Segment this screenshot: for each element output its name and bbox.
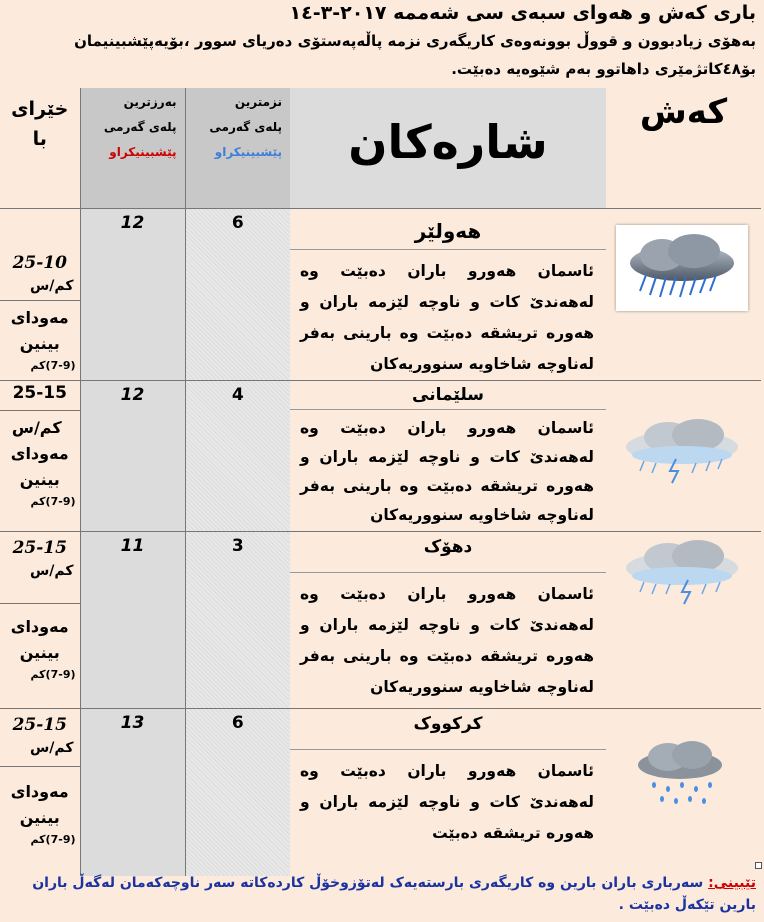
- weather-icon-cell: [606, 531, 761, 708]
- city-cell: [290, 708, 606, 876]
- visibility-range: (7-9)کم: [30, 667, 76, 681]
- table-row: [0, 708, 761, 876]
- forecast-note: [6, 872, 756, 916]
- forecast-intro-line-2: بۆ٤٨کاتژمێری داهاتوو بەم شێوەیە دەبێت.: [451, 60, 756, 78]
- city-name: سلێمانی: [290, 381, 606, 410]
- high-temp-header-cell: [80, 88, 185, 208]
- wind-header-line-1: خێرای: [11, 98, 69, 120]
- forecast-title: باری کەش و هەوای سبەی سی شەممە ٢٠١٧-٣-١٤: [289, 2, 756, 24]
- visibility-range: (7-9)کم: [30, 358, 76, 372]
- visibility-range: (7-9)کم: [30, 832, 76, 846]
- city-name: هەولێر: [290, 209, 606, 250]
- weather-header-cell: [606, 88, 761, 208]
- weather-icon-cell: [606, 380, 761, 531]
- wind-header-cell: [0, 88, 80, 208]
- thunderstorm-cloud-icon: [616, 407, 748, 493]
- weather-icon-cell: [606, 708, 761, 876]
- note-text: سەربارى باران بارين وە کاریگەری بارستەیەک لەتۆزوخۆڵ کاردەکاتە سەر ناوچەکەمان لەگەڵ باران بارین تێکەڵ دەبێت .: [32, 875, 756, 913]
- rain-cloud-icon: [624, 735, 734, 821]
- high-temp-forecast-label: پێشبینیکراو: [109, 145, 177, 159]
- city-forecast-text: ئاسمان هەورو باران دەبێت وە لەهەندێ کات و ناوچە لێزمە باران و هەورە تریشقە دەبێت وە بارینی بەفر لەناوچە شاخاویە سنووریەکان: [300, 418, 594, 524]
- visibility-label: مەودای بینین: [10, 443, 69, 489]
- wind-speed: 25-15: [12, 714, 67, 735]
- wind-cell: [0, 208, 80, 380]
- table-row: [0, 380, 761, 531]
- low-temp-value: 3: [231, 535, 244, 556]
- table-resize-handle[interactable]: [755, 862, 762, 869]
- low-temp-forecast-label: پێشبینیکراو: [214, 145, 282, 159]
- high-temp-header-line-1: بەرزترین: [123, 95, 177, 109]
- wind-header-line-2: با: [32, 128, 47, 150]
- low-temp-value: 6: [231, 212, 244, 233]
- wind-cell: [0, 708, 80, 876]
- table-header-row: [0, 88, 761, 208]
- forecast-intro-line: بەهۆی زیادبوون و قووڵ بوونەوەی کاریگەری نزمە پاڵەپەستۆی دەریای سوور ،بۆیەپێشبینیمان: [74, 32, 756, 50]
- high-temp-value: 12: [120, 384, 145, 405]
- high-temp-header-line-2: پلەی گەرمی: [103, 120, 177, 134]
- note-label: تێبینی:: [708, 875, 756, 891]
- low-temp-header-line-2: پلەی گەرمی: [209, 120, 282, 134]
- wind-cell: [0, 380, 80, 531]
- visibility-label: مەودای بینین: [10, 616, 69, 662]
- low-temp-header-line-1: نزمترین: [234, 95, 282, 109]
- city-name: دهۆک: [290, 532, 606, 573]
- wind-speed: 25-15: [12, 537, 67, 558]
- wind-speed: 25-15: [12, 382, 67, 403]
- low-temp-value: 4: [231, 384, 244, 405]
- wind-speed: 25-10: [12, 252, 67, 273]
- high-temp-value: 12: [120, 212, 145, 233]
- visibility-range: (7-9)کم: [30, 494, 76, 508]
- heavy-rain-cloud-icon: [616, 225, 748, 311]
- table-row: [0, 531, 761, 708]
- wind-unit: کم/س: [11, 417, 62, 437]
- low-temp-value: 6: [231, 712, 244, 733]
- high-temp-value: 13: [120, 712, 145, 733]
- wind-unit: کم/س: [29, 277, 74, 294]
- wind-unit: کم/س: [29, 739, 74, 756]
- forecast-table: [0, 88, 761, 876]
- cities-header-cell: [290, 88, 606, 208]
- city-cell: [290, 380, 606, 531]
- weather-icon-cell: [606, 208, 761, 380]
- city-forecast-text: ئاسمان هەورو باران دەبێت وە لەهەندێ کات و ناوچە لێزمە باران و هەورە تریشقە دەبێت وە بارینی بەفر لەناوچە شاخاویە سنووریەکان: [300, 584, 594, 696]
- visibility-label: مەودای بینین: [10, 307, 69, 353]
- thunderstorm-cloud-icon: [616, 532, 748, 618]
- cities-header: شارەکان: [348, 115, 548, 169]
- weather-header: کەش: [639, 92, 728, 132]
- city-name: کرکووک: [290, 709, 606, 750]
- city-cell: [290, 531, 606, 708]
- wind-unit: کم/س: [29, 562, 74, 579]
- city-forecast-text: ئاسمان هەورو باران دەبێت وە لەهەندێ کات و ناوچە لێزمە باران و هەورە تریشقە دەبێت: [300, 761, 594, 842]
- wind-cell: [0, 531, 80, 708]
- visibility-label: مەودای بینین: [10, 781, 69, 827]
- low-temp-header-cell: [185, 88, 290, 208]
- city-cell: [290, 208, 606, 380]
- table-row: [0, 208, 761, 380]
- city-forecast-text: ئاسمان هەورو باران دەبێت وە لەهەندێ کات و ناوچە لێزمە باران و هەورە تریشقە دەبێت وە بارینی بەفر لەناوچە شاخاویە سنووریەکان: [300, 261, 594, 373]
- high-temp-value: 11: [120, 535, 145, 556]
